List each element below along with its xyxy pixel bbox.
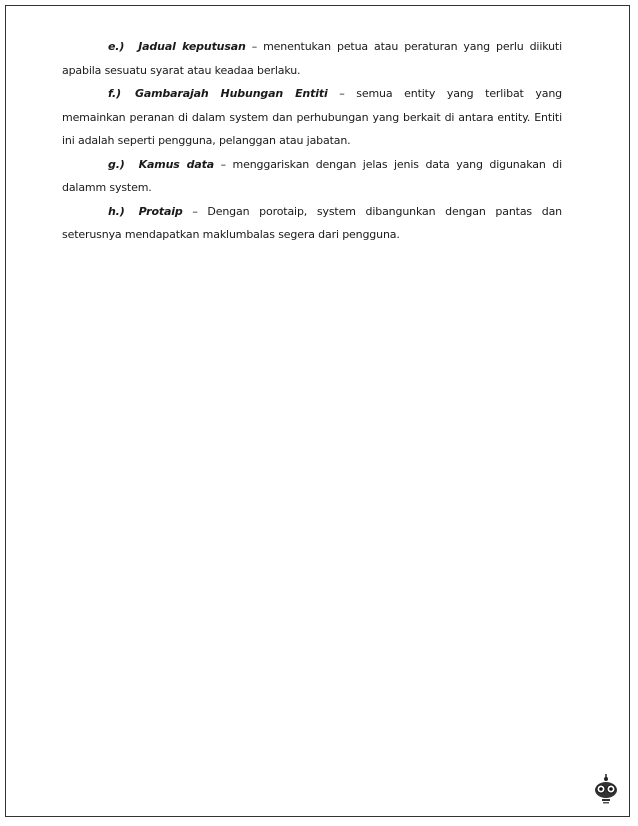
list-item-f <box>62 82 562 153</box>
item-term: Kamus data <box>138 157 214 171</box>
item-text: – menggariskan dengan jelas jenis data yang digunakan di dalamm system. <box>62 157 562 194</box>
item-label: g.) <box>108 157 125 171</box>
item-text: – Dengan porotaip, system dibangunkan dengan pantas dan seterusnya mendapatkan maklumbalas segera dari pengguna. <box>62 204 562 241</box>
item-label: e.) <box>108 40 125 53</box>
item-label: h.) <box>108 204 125 218</box>
document-body <box>62 35 562 247</box>
item-text: – menentukan petua atau peraturan yang perlu diikuti apabila sesuatu syarat atau keadaa berlaku. <box>62 40 563 77</box>
item-term: Protaip <box>138 204 183 218</box>
list-item-h <box>62 200 562 247</box>
list-item-g <box>62 153 562 200</box>
item-text: – semua entity yang terlibat yang memainkan peranan di dalam system dan perhubungan yang berkait di antara entity. Entiti ini adalah seperti pengguna, pelanggan atau jabatan. <box>62 87 562 147</box>
owl-logo-icon <box>593 773 619 807</box>
item-term: Jadual keputusan <box>138 40 246 53</box>
item-term: Gambarajah Hubungan Entiti <box>134 87 328 100</box>
item-label: f.) <box>108 87 121 100</box>
list-item-e <box>62 35 562 82</box>
